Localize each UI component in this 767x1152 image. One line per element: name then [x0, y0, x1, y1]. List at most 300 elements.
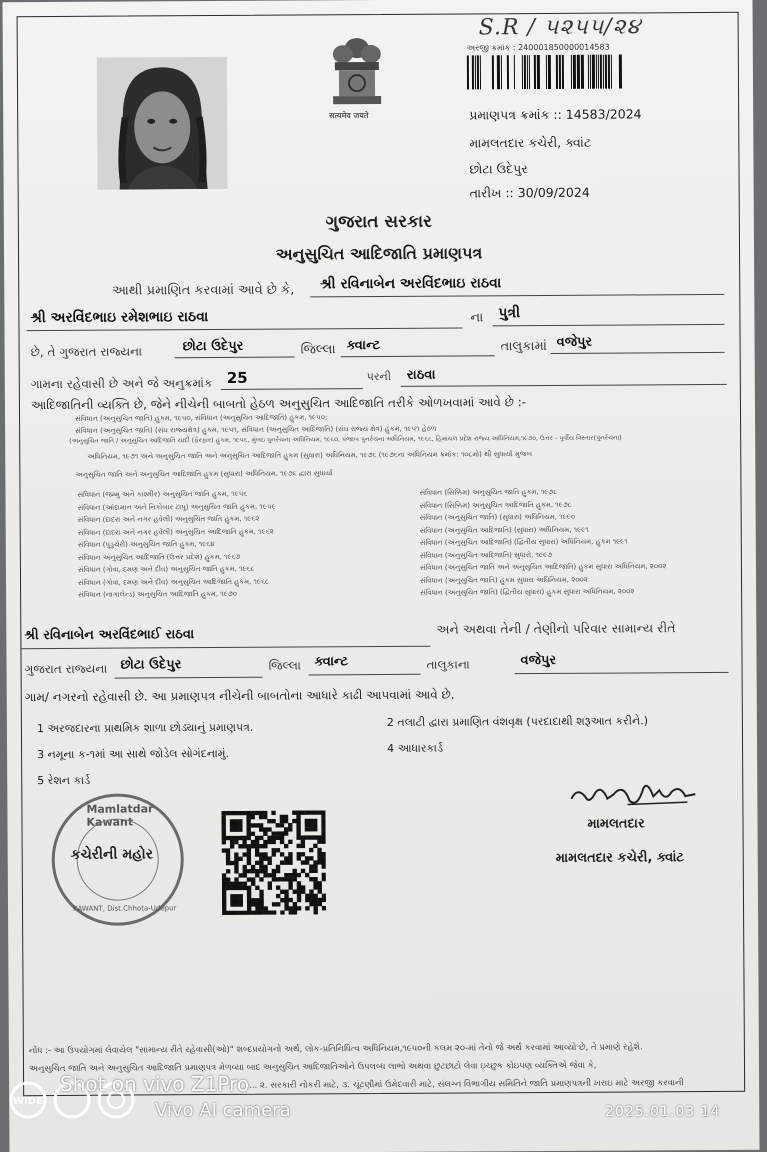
qr-module [255, 873, 259, 877]
qr-module [226, 911, 230, 915]
qr-module [297, 894, 301, 898]
qr-module [226, 848, 230, 852]
qr-module [309, 898, 313, 902]
qr-module [297, 844, 301, 848]
qr-module [288, 860, 292, 864]
qr-module [243, 873, 247, 877]
qr-module [293, 869, 297, 873]
qr-module [255, 902, 259, 906]
qr-module [222, 848, 226, 852]
qr-module [313, 810, 317, 814]
qr-module [305, 860, 309, 864]
qr-module [284, 815, 288, 819]
qr-module [259, 844, 263, 848]
qr-module [247, 852, 251, 856]
qr-module [272, 873, 276, 877]
qr-module [321, 839, 325, 843]
qr-module [313, 819, 317, 823]
qr-module [255, 852, 259, 856]
qr-module [247, 857, 251, 861]
qr-module [305, 810, 309, 814]
ashoka-emblem-icon [325, 32, 390, 122]
qr-module [259, 865, 263, 869]
qr-module [297, 856, 301, 860]
barcode-bar [581, 55, 584, 89]
qr-module [226, 857, 230, 861]
qr-module [247, 890, 251, 894]
qr-module [322, 856, 326, 860]
qr-module [305, 873, 309, 877]
qr-module [305, 835, 309, 839]
legal-line-1: સંવિધાન (અનુસુચિત જાતિ) હુકમ, ૧૯૫૦, સંવિધાન (અનુસુચિત આદિજાતિ) હુકમ, ૧૯૫૦; [75, 413, 328, 423]
qr-module [288, 856, 292, 860]
qr-module [272, 848, 276, 852]
qr-module [271, 819, 275, 823]
legal-item: સંવિધાન (પુડુચેરી) અનુસુચિત જાતિ હુકમ, ૧૯૬૪ [77, 540, 215, 549]
office-seal-stamp [51, 793, 184, 926]
barcode-bar [603, 55, 604, 89]
qr-module [251, 877, 255, 881]
barcode-bar [522, 55, 523, 89]
qr-module [276, 836, 280, 840]
camera-watermark-model: Shot on vivo Z1Pro [60, 1072, 250, 1096]
qr-module [251, 823, 255, 827]
qr-module [284, 906, 288, 910]
qr-module [247, 894, 251, 898]
of-label: ના [470, 310, 484, 326]
qr-module [242, 811, 246, 815]
qr-module [284, 898, 288, 902]
qr-module [263, 844, 267, 848]
qr-module [280, 815, 284, 819]
legal-item: સંવિધાન (અનુસુચિત આદિજાતિ) (સુધારા) અધિનિયમ, ૧૯૯૧ [419, 525, 589, 535]
qr-module [301, 844, 305, 848]
qr-module [230, 828, 234, 832]
qr-module [317, 839, 321, 843]
qr-module [313, 844, 317, 848]
qr-module [222, 907, 226, 911]
qr-module [293, 902, 297, 906]
qr-module [284, 890, 288, 894]
qr-module [318, 889, 322, 893]
qr-module [255, 898, 259, 902]
qr-module [297, 852, 301, 856]
qr-module [259, 811, 263, 815]
qr-module [305, 894, 309, 898]
qr-module [246, 811, 250, 815]
qr-module [313, 827, 317, 831]
qr-module [292, 811, 296, 815]
qr-module [263, 840, 267, 844]
qr-module [313, 894, 317, 898]
qr-module [247, 836, 251, 840]
signatory-office: મામલતદાર કચેરી, ક્વાંટ [555, 850, 684, 866]
family-text: અને અથવા તેની / તેણીનો પરિવાર સામાન્ય રીતે [436, 620, 676, 637]
qr-module [313, 877, 317, 881]
legal-line-4: અધિનિયમ, ૧૯૭૧ અને અનુસુચિત જાતિ અને અનુસુચિત આદિજાતિ હુકમ (સુધારા) અધિનિયમ, ૧૯૭૬ (૧૯૭૬ના અધિનિયમ ક્રમાંક: ૧૦૮મો) થી સુધાર્યા મુજબ [87, 450, 533, 461]
qr-module [309, 856, 313, 860]
barcode-bar [573, 55, 576, 89]
qr-module [238, 836, 242, 840]
certify-text: આથી પ્રમાણિત કરવામાં આવે છે કે, [112, 282, 295, 299]
stamp-ring-top-text: Mamlatdar Kawant [86, 802, 154, 829]
qr-module [234, 823, 238, 827]
qr-module [238, 819, 242, 823]
qr-module [251, 902, 255, 906]
qr-module [297, 885, 301, 889]
sr-handwritten-number: S.R / ૫૨૫૫/૨૪ [478, 14, 642, 41]
qr-module [234, 811, 238, 815]
father-name: શ્રી અરવિંદભાઇ રમેશભાઇ રાઠવા [30, 309, 209, 327]
qr-module [321, 823, 325, 827]
qr-module [226, 877, 230, 881]
qr-module [242, 852, 246, 856]
wide-logo-text: WIDE [13, 1096, 43, 1107]
qr-module [230, 840, 234, 844]
qr-module [301, 852, 305, 856]
qr-module [317, 810, 321, 814]
qr-module [263, 827, 267, 831]
qr-module [239, 902, 243, 906]
qr-module [259, 890, 263, 894]
qr-module [251, 869, 255, 873]
legal-item: સંવિધાન (સિક્કિમ) અનુસુચિત જાતિ હુકમ, ૧૯૭૮ [419, 487, 558, 497]
qr-module [296, 823, 300, 827]
qr-module [314, 910, 318, 914]
qr-module [251, 815, 255, 819]
barcode-bar [608, 55, 610, 89]
qr-module [317, 856, 321, 860]
barcode [465, 53, 625, 92]
qr-module [272, 902, 276, 906]
legal-line-3: (અનુસુચિત જાતિ / અનુસુચિત આદિજાતિ યાદી (ફેરફાર) હુકમ, ૧૯૫૬, મુંબઇ પુનર્રચના અધિનિયમ, ૧૯૬૦, પંજાબ પુનર્રચના અધિનિયમ, ૧૯૬૬, હિમાચલ પ્રદેશ રાજ્ય અધિનિયમ,૧૯૭૦, ઉત્તર - પૂર્વીય વિસ્તાર(પુનર્રચના) [69, 434, 622, 445]
qr-module [276, 894, 280, 898]
qr-module [301, 885, 305, 889]
qr-module [243, 869, 247, 873]
qr-module [222, 823, 226, 827]
qr-module [309, 835, 313, 839]
qr-module [226, 886, 230, 890]
qr-module [313, 823, 317, 827]
qr-module [284, 856, 288, 860]
qr-module [280, 819, 284, 823]
barcode-bar [546, 55, 547, 89]
applicant-photo [97, 57, 228, 190]
qr-module [314, 902, 318, 906]
qr-module [221, 815, 225, 819]
qr-module [322, 877, 326, 881]
qr-module [259, 869, 263, 873]
legal-item: સંવિધાન (અનુસુચિત આદિજાતિ) (દ્વિતીય સુધારા) અધિનિયમ, હુકમ ૧૯૯૧ [419, 537, 628, 547]
qr-module [235, 911, 239, 915]
qr-module [255, 844, 259, 848]
barcode-bar [501, 55, 502, 89]
certificate-title: અનુસુચિત આદિજાતિ પ્રમાણપત્ર [275, 243, 483, 264]
qr-module [276, 886, 280, 890]
qr-module [234, 886, 238, 890]
legal-item: સંવિધાન (ગોવા, દમણ અને દીવ) અનુસુચિત આદિજાતિ હુકમ, ૧૯૬૮ [78, 577, 269, 587]
qr-module [321, 815, 325, 819]
qr-module [259, 894, 263, 898]
qr-module [239, 894, 243, 898]
qr-module [226, 869, 230, 873]
district-value: છોટા ઉદેપુર [182, 338, 244, 355]
legal-item: સંવિધાન (અનુસુચિત જાતિ) (સુધારા) અધિનિયમ, ૧૯૯૦ [419, 512, 576, 522]
certificate-number-label: પ્રમાણપત્ર ક્રમાંક [469, 106, 550, 123]
qr-module [309, 889, 313, 893]
barcode-bar [475, 55, 476, 89]
caste-value: રાઠવા [406, 367, 436, 383]
qr-module [297, 873, 301, 877]
qr-module [234, 877, 238, 881]
state-prefix-2: ગુજરાત રાજ્યના [24, 661, 108, 677]
qr-module [230, 902, 234, 906]
qr-module [309, 869, 313, 873]
qr-module [222, 832, 226, 836]
issue-date: :: 30/09/2024 [505, 184, 590, 201]
qr-module [259, 877, 263, 881]
qr-module [234, 861, 238, 865]
qr-module [301, 869, 305, 873]
qr-module [234, 828, 238, 832]
qr-module [284, 819, 288, 823]
qr-module [301, 890, 305, 894]
document-item-5: 5 રેશન કાર્ડ [37, 773, 91, 788]
qr-module [309, 902, 313, 906]
legal-item: સંવિધાન (અનુસુચિત જાતિ અને અનુસુચિત આદિજાતિ) હુકમ સુધારા અધિનિયમ, ૨૦૦૨ [419, 562, 667, 572]
district-label: જિલ્લા [300, 342, 336, 358]
qr-module [317, 848, 321, 852]
barcode-bar [577, 55, 580, 89]
qr-module [292, 819, 296, 823]
district-label-2: જિલ્લા [268, 658, 301, 673]
taluka-value-2: વજેપુર [520, 652, 557, 669]
qr-module [309, 819, 313, 823]
qr-module [280, 840, 284, 844]
qr-module [288, 840, 292, 844]
legal-item: સંવિધાન અનુસુચિત આદિજાતિ (ઉત્તર પ્રદેશ) હુકમ, ૧૯૬૭ [77, 552, 241, 562]
qr-module [263, 873, 267, 877]
issue-date-label: તારીખ [469, 185, 502, 201]
qr-module [234, 898, 238, 902]
qr-module [255, 906, 259, 910]
qr-module [318, 898, 322, 902]
qr-module [230, 882, 234, 886]
qr-module [309, 864, 313, 868]
qr-module [259, 902, 263, 906]
qr-module [289, 906, 293, 910]
qr-module [259, 906, 263, 910]
barcode-bar [598, 55, 599, 89]
qr-module [322, 898, 326, 902]
application-number: અરજી ક્રમાંક : 240001850000014583 [466, 42, 610, 53]
qr-module [272, 852, 276, 856]
qr-module [242, 840, 246, 844]
qr-module [288, 873, 292, 877]
qr-module [259, 823, 263, 827]
qr-module [247, 898, 251, 902]
qr-module [259, 836, 263, 840]
qr-module [305, 819, 309, 823]
qr-module [230, 894, 234, 898]
camera-timestamp: 2025.01.03 14 [605, 1104, 721, 1120]
certificate-paper [2, 0, 759, 1152]
qr-module [247, 902, 251, 906]
qr-module [239, 911, 243, 915]
qr-module [226, 882, 230, 886]
qr-module [313, 864, 317, 868]
issuing-office: મામલતદાર કચેરી, ક્વાંટ [469, 134, 592, 151]
qr-module [272, 877, 276, 881]
qr-module [246, 815, 250, 819]
district-value-2: છોટા ઉદેપુર [120, 657, 182, 673]
qr-module [305, 898, 309, 902]
qr-module [296, 827, 300, 831]
qr-module [301, 840, 305, 844]
qr-module [221, 819, 225, 823]
qr-module [309, 877, 313, 881]
qr-module [322, 873, 326, 877]
qr-module [280, 877, 284, 881]
qr-module [267, 840, 271, 844]
qr-module [317, 852, 321, 856]
barcode-bar [467, 55, 469, 89]
qr-module [301, 860, 305, 864]
qr-module [322, 906, 326, 910]
qr-module [251, 881, 255, 885]
issuing-district: છોટા ઉદેપુર [469, 161, 528, 177]
qr-module [230, 861, 234, 865]
qr-module [272, 869, 276, 873]
qr-module [259, 852, 263, 856]
qr-module [288, 885, 292, 889]
qr-module [246, 827, 250, 831]
qr-module [317, 835, 321, 839]
qr-module [271, 811, 275, 815]
qr-module [222, 878, 226, 882]
taluka-value: વજેપુર [556, 334, 593, 350]
qr-module [247, 877, 251, 881]
qr-module [309, 848, 313, 852]
qr-module [255, 836, 259, 840]
qr-module [321, 827, 325, 831]
barcode-bar [529, 55, 530, 89]
qr-module [284, 831, 288, 835]
qr-module [242, 844, 246, 848]
qr-module [264, 906, 268, 910]
qr-module [276, 869, 280, 873]
qr-module [251, 832, 255, 836]
barcode-bar [537, 55, 540, 89]
qr-module [293, 906, 297, 910]
qr-module [289, 910, 293, 914]
qr-module [230, 823, 234, 827]
qr-module [234, 882, 238, 886]
qr-module [305, 827, 309, 831]
qr-module [226, 836, 230, 840]
qr-module [263, 869, 267, 873]
qr-module [293, 877, 297, 881]
qr-module [317, 860, 321, 864]
qr-module [268, 873, 272, 877]
qr-module [222, 836, 226, 840]
qr-module [280, 823, 284, 827]
qr-module [222, 886, 226, 890]
qr-module [222, 828, 226, 832]
stamp-ring-bottom-text: KAWANT, Dist.Chhota-Udepur [73, 904, 177, 913]
qr-module [247, 848, 251, 852]
qr-module [280, 861, 284, 865]
qr-module [242, 836, 246, 840]
signatory-title: મામલતદાર [587, 816, 645, 832]
village-text: ગામ/ નગરનો રહેવાસી છે. આ પ્રમાણપત્ર નીચેની બાબતોના આધારે કાઢી આપવામાં આવે છે. [24, 687, 455, 705]
qr-module [309, 810, 313, 814]
legal-item: સંવિધાન (દાદરા અને નગર હવેલી) અનુસુચિત જાતિ હુકમ, ૧૯૬૨ [77, 514, 260, 524]
legal-item: સંવિધાન (જમ્મુ અને કાશ્મીર) અનુસુચિત જાતિ હુકમ, ૧૯૫૬ [77, 489, 248, 499]
qr-module [276, 831, 280, 835]
qr-module [251, 911, 255, 915]
qr-module [284, 894, 288, 898]
qr-module [288, 827, 292, 831]
qr-module [293, 873, 297, 877]
barcode-bar [514, 55, 515, 89]
legal-item: સંવિધાન (અનુસુચિત જાતિ) હુકમ સુધારા અધિનિયમ, ૨૦૦૨ [420, 575, 588, 585]
qr-module [255, 911, 259, 915]
qr-code [221, 810, 326, 915]
qr-module [234, 819, 238, 823]
qr-module [246, 823, 250, 827]
qr-module [234, 852, 238, 856]
qr-module [255, 840, 259, 844]
qr-module [288, 877, 292, 881]
qr-module [322, 852, 326, 856]
qr-module [284, 873, 288, 877]
qr-module [309, 823, 313, 827]
qr-module [267, 861, 271, 865]
qr-module [313, 898, 317, 902]
barcode-bar [571, 55, 572, 89]
barcode-bar [548, 55, 551, 89]
qr-module [230, 836, 234, 840]
qr-module [259, 856, 263, 860]
applicant-name-repeat: શ્રી રવિનાબેન અરવિંદભાઈ રાઠવા [24, 627, 195, 644]
barcode-bar [619, 55, 622, 89]
qr-module [297, 906, 301, 910]
qr-module [284, 827, 288, 831]
barcode-bar [527, 55, 528, 89]
document-item-2: 2 તલાટી દ્વારા પ્રમાણિત વંશવૃક્ષ (પરદાદાથી શરૂઆત કરીને.) [386, 714, 649, 729]
document-item-3: 3 નમૂના ક-૧માં આ સાથે જોડેલ સોગંદનામું. [37, 746, 230, 762]
barcode-bar [562, 55, 564, 89]
certificate-number-row [469, 106, 641, 123]
qr-module [284, 860, 288, 864]
qr-module [230, 844, 234, 848]
qr-module [309, 827, 313, 831]
barcode-bar [507, 55, 509, 89]
qr-module [246, 819, 250, 823]
relation-value: પુત્રી [498, 305, 521, 322]
qr-module [318, 902, 322, 906]
barcode-bar [600, 55, 602, 89]
qr-module [238, 857, 242, 861]
barcode-bar [556, 55, 558, 89]
qr-module [321, 831, 325, 835]
footer-note-2: અનુસુચિત જાતિ અને અનુસુચિત આદિજાતિ પ્રમાણપત્ર મેળવ્યા બાદ અનુસુચિત આદિજાતિઓને ઉપલબ્ધ લાભો અથવા છુટછાટો લેવા ઇચ્છુક કોઇપણ વ્યક્તિએ જેવા કે, [28, 1060, 597, 1075]
qr-module [288, 881, 292, 885]
footer-note-1: નોંધ :- આ ઉપયોગમાં લેવાયેલ "સામાન્ય રીતે રહેવાસી(ઓ)" શબ્દપ્રયોગનો અર્થ, લોક-પ્રતિનિધિત્વ અધિનિયમ,૧૯૫૦ની કલમ ૨૦-માં તેનો જે અર્થ કરવામાં આવ્યો છે, તે પ્રમાણે રહેશે. [28, 1042, 643, 1057]
qr-module [297, 890, 301, 894]
legal-item: સંવિધાન (અનુસુચિત આદિજાતિ) સુધારો, ૧૯૯૭ [419, 550, 553, 560]
